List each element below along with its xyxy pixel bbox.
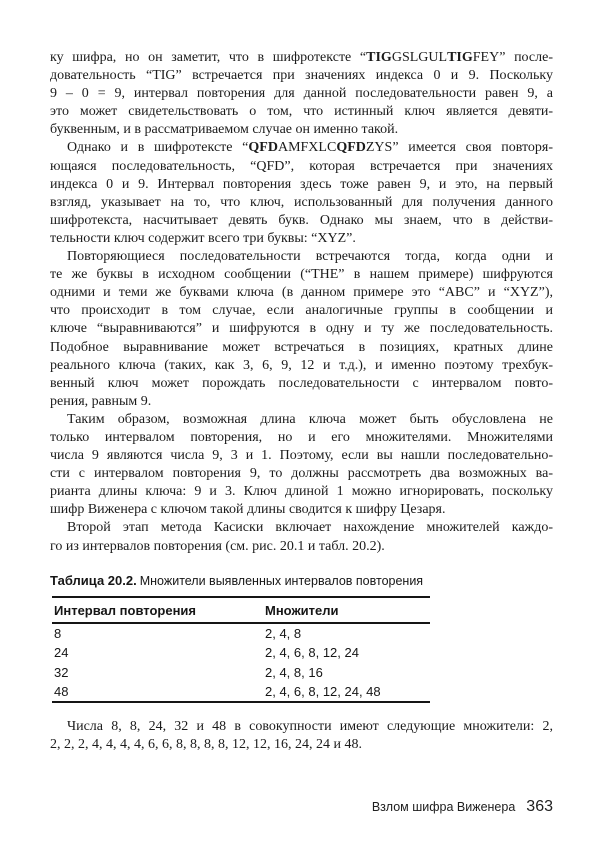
page-footer: [50, 798, 553, 816]
text-line: [50, 718, 553, 736]
text-run: сти с интервалом повторения 9, то должны рассмотреть два возможных ва-: [50, 466, 553, 482]
table-caption-label: Таблица 20.2.: [50, 572, 137, 588]
text-line: [50, 411, 553, 429]
text-run: AMFXLC: [277, 140, 337, 156]
paragraph: [50, 139, 553, 248]
text-line: [50, 121, 553, 139]
table-body: [52, 623, 430, 703]
table-caption: [50, 573, 553, 589]
text-run: Числа 8, 8, 24, 32 и 48 в совокупности имеют следующие множители: 2,: [67, 719, 553, 735]
text-run: Однако и в шифротексте “: [67, 140, 249, 156]
bold-text-run: TIG: [366, 50, 392, 65]
page-number: 363: [526, 798, 553, 815]
text-line: [50, 393, 553, 411]
table-row: [52, 682, 430, 702]
text-run: взгляд, указывает на то, что ключ, использованный для получения данного: [50, 194, 553, 210]
text-line: [50, 158, 553, 176]
text-line: [50, 447, 553, 465]
text-run: рения, равным 9.: [50, 393, 152, 409]
repetition-intervals-table: [52, 596, 430, 704]
text-line: [50, 429, 553, 447]
paragraph: [50, 49, 553, 139]
text-line: [50, 49, 553, 67]
text-run: числа 9 являются числа 9, 3 и 1. Поэтому, если вы нашли последовательно-: [50, 448, 553, 464]
paragraph: [50, 248, 553, 411]
text-line: [50, 212, 553, 230]
text-line: [50, 284, 553, 302]
text-line: [50, 519, 553, 537]
body-text: [50, 49, 553, 556]
text-line: [50, 230, 553, 248]
table-cell: 2, 4, 8: [265, 626, 302, 642]
bold-text-run: TIG: [447, 50, 473, 65]
text-run: венный ключ может порождать последовательности с интервалом повто-: [50, 375, 553, 391]
text-run: Подобное выравнивание может встречаться в позициях, кратных длине: [50, 339, 553, 355]
text-run: ZYS” имеется своя повторя-: [365, 140, 553, 156]
table-cell: 48: [54, 684, 69, 700]
text-line: [50, 320, 553, 338]
text-run: шифр Виженера с ключом такой длины сводится к шифру Цезаря.: [50, 502, 446, 518]
text-run: Таким образом, возможная длина ключа может быть обусловлена не: [67, 411, 553, 427]
text-run: довательность “TIG” встречается при значениях индекса 0 и 9. Поскольку: [50, 68, 553, 84]
text-line: [50, 538, 553, 556]
page-content: [50, 49, 553, 754]
table-cell: 8: [54, 626, 62, 642]
text-line: [50, 501, 553, 519]
paragraph: [50, 519, 553, 555]
table-cell: 2, 4, 6, 8, 12, 24: [265, 645, 359, 661]
text-run: го из интервалов повторения (см. рис. 20.1 и табл. 20.2).: [50, 538, 385, 554]
paragraph: [50, 718, 553, 754]
text-run: ющаяся последовательность, “QFD”, которая встречается при значениях: [50, 158, 553, 174]
bold-text-run: QFD: [336, 140, 366, 156]
text-line: [50, 176, 553, 194]
text-run: одними и теми же буквами ключа (в данном примере это “ABC” и “XYZ”),: [50, 285, 553, 301]
text-run: Второй этап метода Касиски включает нахождение множителей каждо-: [67, 520, 553, 536]
text-line: [50, 483, 553, 501]
table-caption-text: Множители выявленных интервалов повторения: [139, 573, 424, 588]
table-header-multipliers: Множители: [263, 597, 430, 623]
text-run: это может свидетельствовать о том, что истинный ключ является девяти-: [50, 104, 553, 120]
text-line: [50, 465, 553, 483]
text-line: [50, 67, 553, 85]
text-run: FEY” после-: [472, 50, 553, 65]
text-run: ку шифра, но он заметит, что в шифротексте “: [50, 50, 367, 65]
text-line: [50, 339, 553, 357]
text-line: [50, 103, 553, 121]
text-run: тельности ключ содержит всего три буквы: “XYZ”.: [50, 230, 356, 246]
table-cell: 32: [54, 664, 69, 680]
text-run: 2, 2, 2, 4, 4, 4, 4, 6, 6, 8, 8, 8, 8, 12, 12, 16, 24, 24 и 48.: [50, 737, 362, 753]
bold-text-run: QFD: [248, 140, 278, 156]
table-row: [52, 623, 430, 643]
text-run: индекса 0 и 9. Интервал повторения здесь тоже равен 9, и это, на первый: [50, 176, 553, 192]
text-run: ключе “выравниваются” и шифруются в одну и ту же последовательность.: [50, 321, 553, 337]
text-line: [50, 139, 553, 157]
table-cell: 2, 4, 6, 8, 12, 24, 48: [265, 684, 381, 700]
table-header-interval: Интервал повторения: [52, 597, 263, 623]
table-row: [52, 643, 430, 662]
table-row: [52, 662, 430, 681]
table-header-row: [52, 597, 430, 623]
text-line: [50, 736, 553, 754]
text-run: только интервалом повторения, но и его множителями. Множителями: [50, 429, 553, 445]
text-line: [50, 194, 553, 212]
text-run: буквенным, и в рассматриваемом случае он именно такой.: [50, 122, 399, 138]
paragraph: [50, 411, 553, 520]
text-run: 9 – 0 = 9, интервал повторения для данной последовательности равен 9, а: [50, 86, 553, 102]
body-text-after-table: [50, 718, 553, 754]
text-run: шифротекста, насчитывает девять букв. Однако мы знаем, что в действи-: [50, 212, 553, 228]
text-line: [50, 85, 553, 103]
text-line: [50, 357, 553, 375]
text-run: те же буквы в исходном сообщении (“THE” в нашем примере) шифруются: [50, 267, 553, 283]
text-run: рианта длины ключа: 9 и 3. Ключ длиной 1 можно игнорировать, поскольку: [50, 484, 553, 500]
text-run: реального ключа (таких, как 3, 6, 9, 12 и т.д.), и именно поэтому трехбук-: [50, 357, 553, 373]
text-line: [50, 302, 553, 320]
text-line: [50, 375, 553, 393]
text-run: что происходит в том случае, если аналогичные группы в сообщении и: [50, 303, 553, 319]
running-title: Взлом шифра Виженера: [371, 800, 516, 814]
text-line: [50, 266, 553, 284]
text-run: Повторяющиеся последовательности встречаются тогда, когда одни и: [67, 249, 553, 265]
table-cell: 2, 4, 8, 16: [265, 664, 323, 680]
table-cell: 24: [54, 645, 69, 661]
text-run: GSLGUL: [391, 50, 448, 65]
text-line: [50, 248, 553, 266]
